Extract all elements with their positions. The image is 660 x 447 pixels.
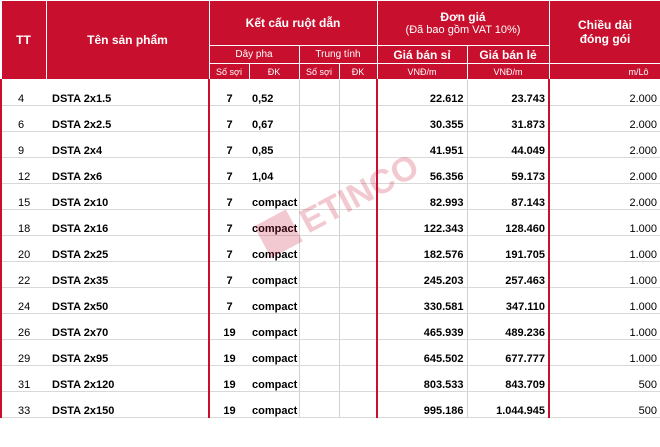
watermark-logo-text: ETINCO bbox=[293, 147, 426, 241]
cell-wholesale: 56.356 bbox=[377, 158, 467, 184]
cell-strands-neutral bbox=[299, 132, 339, 158]
cell-length: 2.000 bbox=[549, 184, 660, 210]
cell-wholesale: 245.203 bbox=[377, 262, 467, 288]
cell-dk-neutral bbox=[339, 262, 377, 288]
cell-tt: 15 bbox=[1, 184, 46, 210]
cell-length: 2.000 bbox=[549, 106, 660, 132]
cell-length: 1.000 bbox=[549, 210, 660, 236]
header-length-line1: Chiều dài bbox=[578, 18, 633, 32]
cell-strands: 7 bbox=[209, 184, 249, 210]
cell-wholesale: 182.576 bbox=[377, 236, 467, 262]
cell-tt: 24 bbox=[1, 288, 46, 314]
table-row bbox=[1, 80, 660, 106]
cell-dk-neutral bbox=[339, 314, 377, 340]
header-strands: Số sợi bbox=[209, 64, 249, 80]
table-body bbox=[1, 80, 660, 418]
cell-dk-neutral bbox=[339, 132, 377, 158]
cell-length: 500 bbox=[549, 366, 660, 392]
cell-strands: 7 bbox=[209, 288, 249, 314]
header-unit-wholesale: VNĐ/m bbox=[377, 64, 467, 80]
header-tt: TT bbox=[1, 1, 46, 80]
cell-product-name: DSTA 2x4 bbox=[46, 132, 209, 158]
cell-tt: 31 bbox=[1, 366, 46, 392]
cell-retail: 347.110 bbox=[467, 288, 549, 314]
table-row bbox=[1, 236, 660, 262]
table-row bbox=[1, 210, 660, 236]
cell-dk: compact bbox=[249, 210, 299, 236]
cell-retail: 31.873 bbox=[467, 106, 549, 132]
header-length bbox=[549, 1, 660, 64]
cell-dk-neutral bbox=[339, 392, 377, 418]
cell-wholesale: 803.533 bbox=[377, 366, 467, 392]
cell-strands-neutral bbox=[299, 158, 339, 184]
cell-dk-neutral bbox=[339, 236, 377, 262]
cell-product-name: DSTA 2x10 bbox=[46, 184, 209, 210]
cell-product-name: DSTA 2x95 bbox=[46, 340, 209, 366]
cell-tt: 22 bbox=[1, 262, 46, 288]
header-wholesale: Giá bán sỉ bbox=[377, 46, 467, 64]
table-row bbox=[1, 288, 660, 314]
cell-strands-neutral bbox=[299, 392, 339, 418]
cell-dk-neutral bbox=[339, 158, 377, 184]
cell-tt: 29 bbox=[1, 340, 46, 366]
cell-length: 2.000 bbox=[549, 80, 660, 106]
cell-retail: 677.777 bbox=[467, 340, 549, 366]
cell-retail: 1.044.945 bbox=[467, 392, 549, 418]
table-row bbox=[1, 366, 660, 392]
cell-product-name: DSTA 2x50 bbox=[46, 288, 209, 314]
cell-length: 1.000 bbox=[549, 288, 660, 314]
header-dk-neutral: ĐK bbox=[339, 64, 377, 80]
header-strands-neutral: Số sợi bbox=[299, 64, 339, 80]
header-phase-wire: Dây pha bbox=[209, 46, 299, 64]
cell-wholesale: 122.343 bbox=[377, 210, 467, 236]
table-row bbox=[1, 106, 660, 132]
cell-strands: 7 bbox=[209, 106, 249, 132]
cell-strands: 19 bbox=[209, 340, 249, 366]
cell-dk: compact bbox=[249, 288, 299, 314]
cell-product-name: DSTA 2x1.5 bbox=[46, 80, 209, 106]
header-price-title: Đơn giá bbox=[440, 10, 486, 24]
cell-dk-neutral bbox=[339, 340, 377, 366]
cell-dk: compact bbox=[249, 392, 299, 418]
cell-wholesale: 465.939 bbox=[377, 314, 467, 340]
cell-dk: 0,52 bbox=[249, 80, 299, 106]
cell-retail: 87.143 bbox=[467, 184, 549, 210]
cell-product-name: DSTA 2x6 bbox=[46, 158, 209, 184]
table-row bbox=[1, 184, 660, 210]
table-row bbox=[1, 392, 660, 418]
header-product-name: Tên sản phẩm bbox=[46, 1, 209, 80]
table-header bbox=[1, 1, 660, 80]
cell-strands-neutral bbox=[299, 184, 339, 210]
cell-tt: 9 bbox=[1, 132, 46, 158]
cell-strands: 19 bbox=[209, 314, 249, 340]
cell-strands: 7 bbox=[209, 80, 249, 106]
cell-strands: 19 bbox=[209, 366, 249, 392]
cell-strands-neutral bbox=[299, 366, 339, 392]
cell-wholesale: 30.355 bbox=[377, 106, 467, 132]
cell-dk: compact bbox=[249, 340, 299, 366]
cell-strands-neutral bbox=[299, 106, 339, 132]
cell-length: 1.000 bbox=[549, 340, 660, 366]
cell-retail: 191.705 bbox=[467, 236, 549, 262]
cell-tt: 12 bbox=[1, 158, 46, 184]
cell-retail: 59.173 bbox=[467, 158, 549, 184]
cell-strands-neutral bbox=[299, 262, 339, 288]
cell-strands-neutral bbox=[299, 236, 339, 262]
header-price-note: (Đã bao gồm VAT 10%) bbox=[405, 24, 521, 36]
header-neutral-wire: Trung tính bbox=[299, 46, 377, 64]
cell-strands: 7 bbox=[209, 236, 249, 262]
cell-length: 500 bbox=[549, 392, 660, 418]
cell-product-name: DSTA 2x2.5 bbox=[46, 106, 209, 132]
cell-dk-neutral bbox=[339, 106, 377, 132]
cell-dk-neutral bbox=[339, 210, 377, 236]
cell-strands-neutral bbox=[299, 288, 339, 314]
cell-strands-neutral bbox=[299, 80, 339, 106]
cell-retail: 44.049 bbox=[467, 132, 549, 158]
cell-wholesale: 330.581 bbox=[377, 288, 467, 314]
table-row bbox=[1, 132, 660, 158]
cell-tt: 26 bbox=[1, 314, 46, 340]
cell-wholesale: 995.186 bbox=[377, 392, 467, 418]
cell-product-name: DSTA 2x35 bbox=[46, 262, 209, 288]
cell-tt: 33 bbox=[1, 392, 46, 418]
cell-dk-neutral bbox=[339, 184, 377, 210]
header-retail: Giá bán lẻ bbox=[467, 46, 549, 64]
table-row bbox=[1, 262, 660, 288]
cell-strands: 7 bbox=[209, 262, 249, 288]
cell-product-name: DSTA 2x150 bbox=[46, 392, 209, 418]
cell-dk: compact bbox=[249, 184, 299, 210]
cell-strands-neutral bbox=[299, 210, 339, 236]
cell-retail: 257.463 bbox=[467, 262, 549, 288]
cell-length: 1.000 bbox=[549, 314, 660, 340]
cell-dk: compact bbox=[249, 262, 299, 288]
cell-retail: 128.460 bbox=[467, 210, 549, 236]
header-length-line2: đóng gói bbox=[579, 32, 631, 46]
cell-product-name: DSTA 2x70 bbox=[46, 314, 209, 340]
cell-product-name: DSTA 2x16 bbox=[46, 210, 209, 236]
cell-length: 1.000 bbox=[549, 236, 660, 262]
cell-dk-neutral bbox=[339, 80, 377, 106]
table-row bbox=[1, 340, 660, 366]
header-structure: Kết cấu ruột dẫn bbox=[209, 1, 377, 46]
cell-dk: compact bbox=[249, 366, 299, 392]
cell-dk: compact bbox=[249, 314, 299, 340]
cell-length: 1.000 bbox=[549, 262, 660, 288]
cell-wholesale: 645.502 bbox=[377, 340, 467, 366]
cell-product-name: DSTA 2x25 bbox=[46, 236, 209, 262]
header-price bbox=[377, 1, 549, 46]
cell-retail: 843.709 bbox=[467, 366, 549, 392]
table-row bbox=[1, 314, 660, 340]
cell-dk: 1,04 bbox=[249, 158, 299, 184]
cell-strands: 7 bbox=[209, 158, 249, 184]
cell-dk-neutral bbox=[339, 366, 377, 392]
header-unit-retail: VNĐ/m bbox=[467, 64, 549, 80]
cell-tt: 6 bbox=[1, 106, 46, 132]
cell-wholesale: 22.612 bbox=[377, 80, 467, 106]
cell-strands: 19 bbox=[209, 392, 249, 418]
cell-strands: 7 bbox=[209, 210, 249, 236]
cell-strands: 7 bbox=[209, 132, 249, 158]
cell-dk: 0,85 bbox=[249, 132, 299, 158]
cell-retail: 23.743 bbox=[467, 80, 549, 106]
cell-length: 2.000 bbox=[549, 158, 660, 184]
cell-tt: 18 bbox=[1, 210, 46, 236]
header-dk: ĐK bbox=[249, 64, 299, 80]
table-row bbox=[1, 158, 660, 184]
cell-retail: 489.236 bbox=[467, 314, 549, 340]
cell-tt: 20 bbox=[1, 236, 46, 262]
cell-dk: 0,67 bbox=[249, 106, 299, 132]
cell-dk: compact bbox=[249, 236, 299, 262]
cell-length: 2.000 bbox=[549, 132, 660, 158]
cell-wholesale: 82.993 bbox=[377, 184, 467, 210]
cell-dk-neutral bbox=[339, 288, 377, 314]
cell-strands-neutral bbox=[299, 314, 339, 340]
cell-product-name: DSTA 2x120 bbox=[46, 366, 209, 392]
header-unit-length: m/Lô bbox=[549, 64, 660, 80]
cell-wholesale: 41.951 bbox=[377, 132, 467, 158]
cell-tt: 4 bbox=[1, 80, 46, 106]
cell-strands-neutral bbox=[299, 340, 339, 366]
